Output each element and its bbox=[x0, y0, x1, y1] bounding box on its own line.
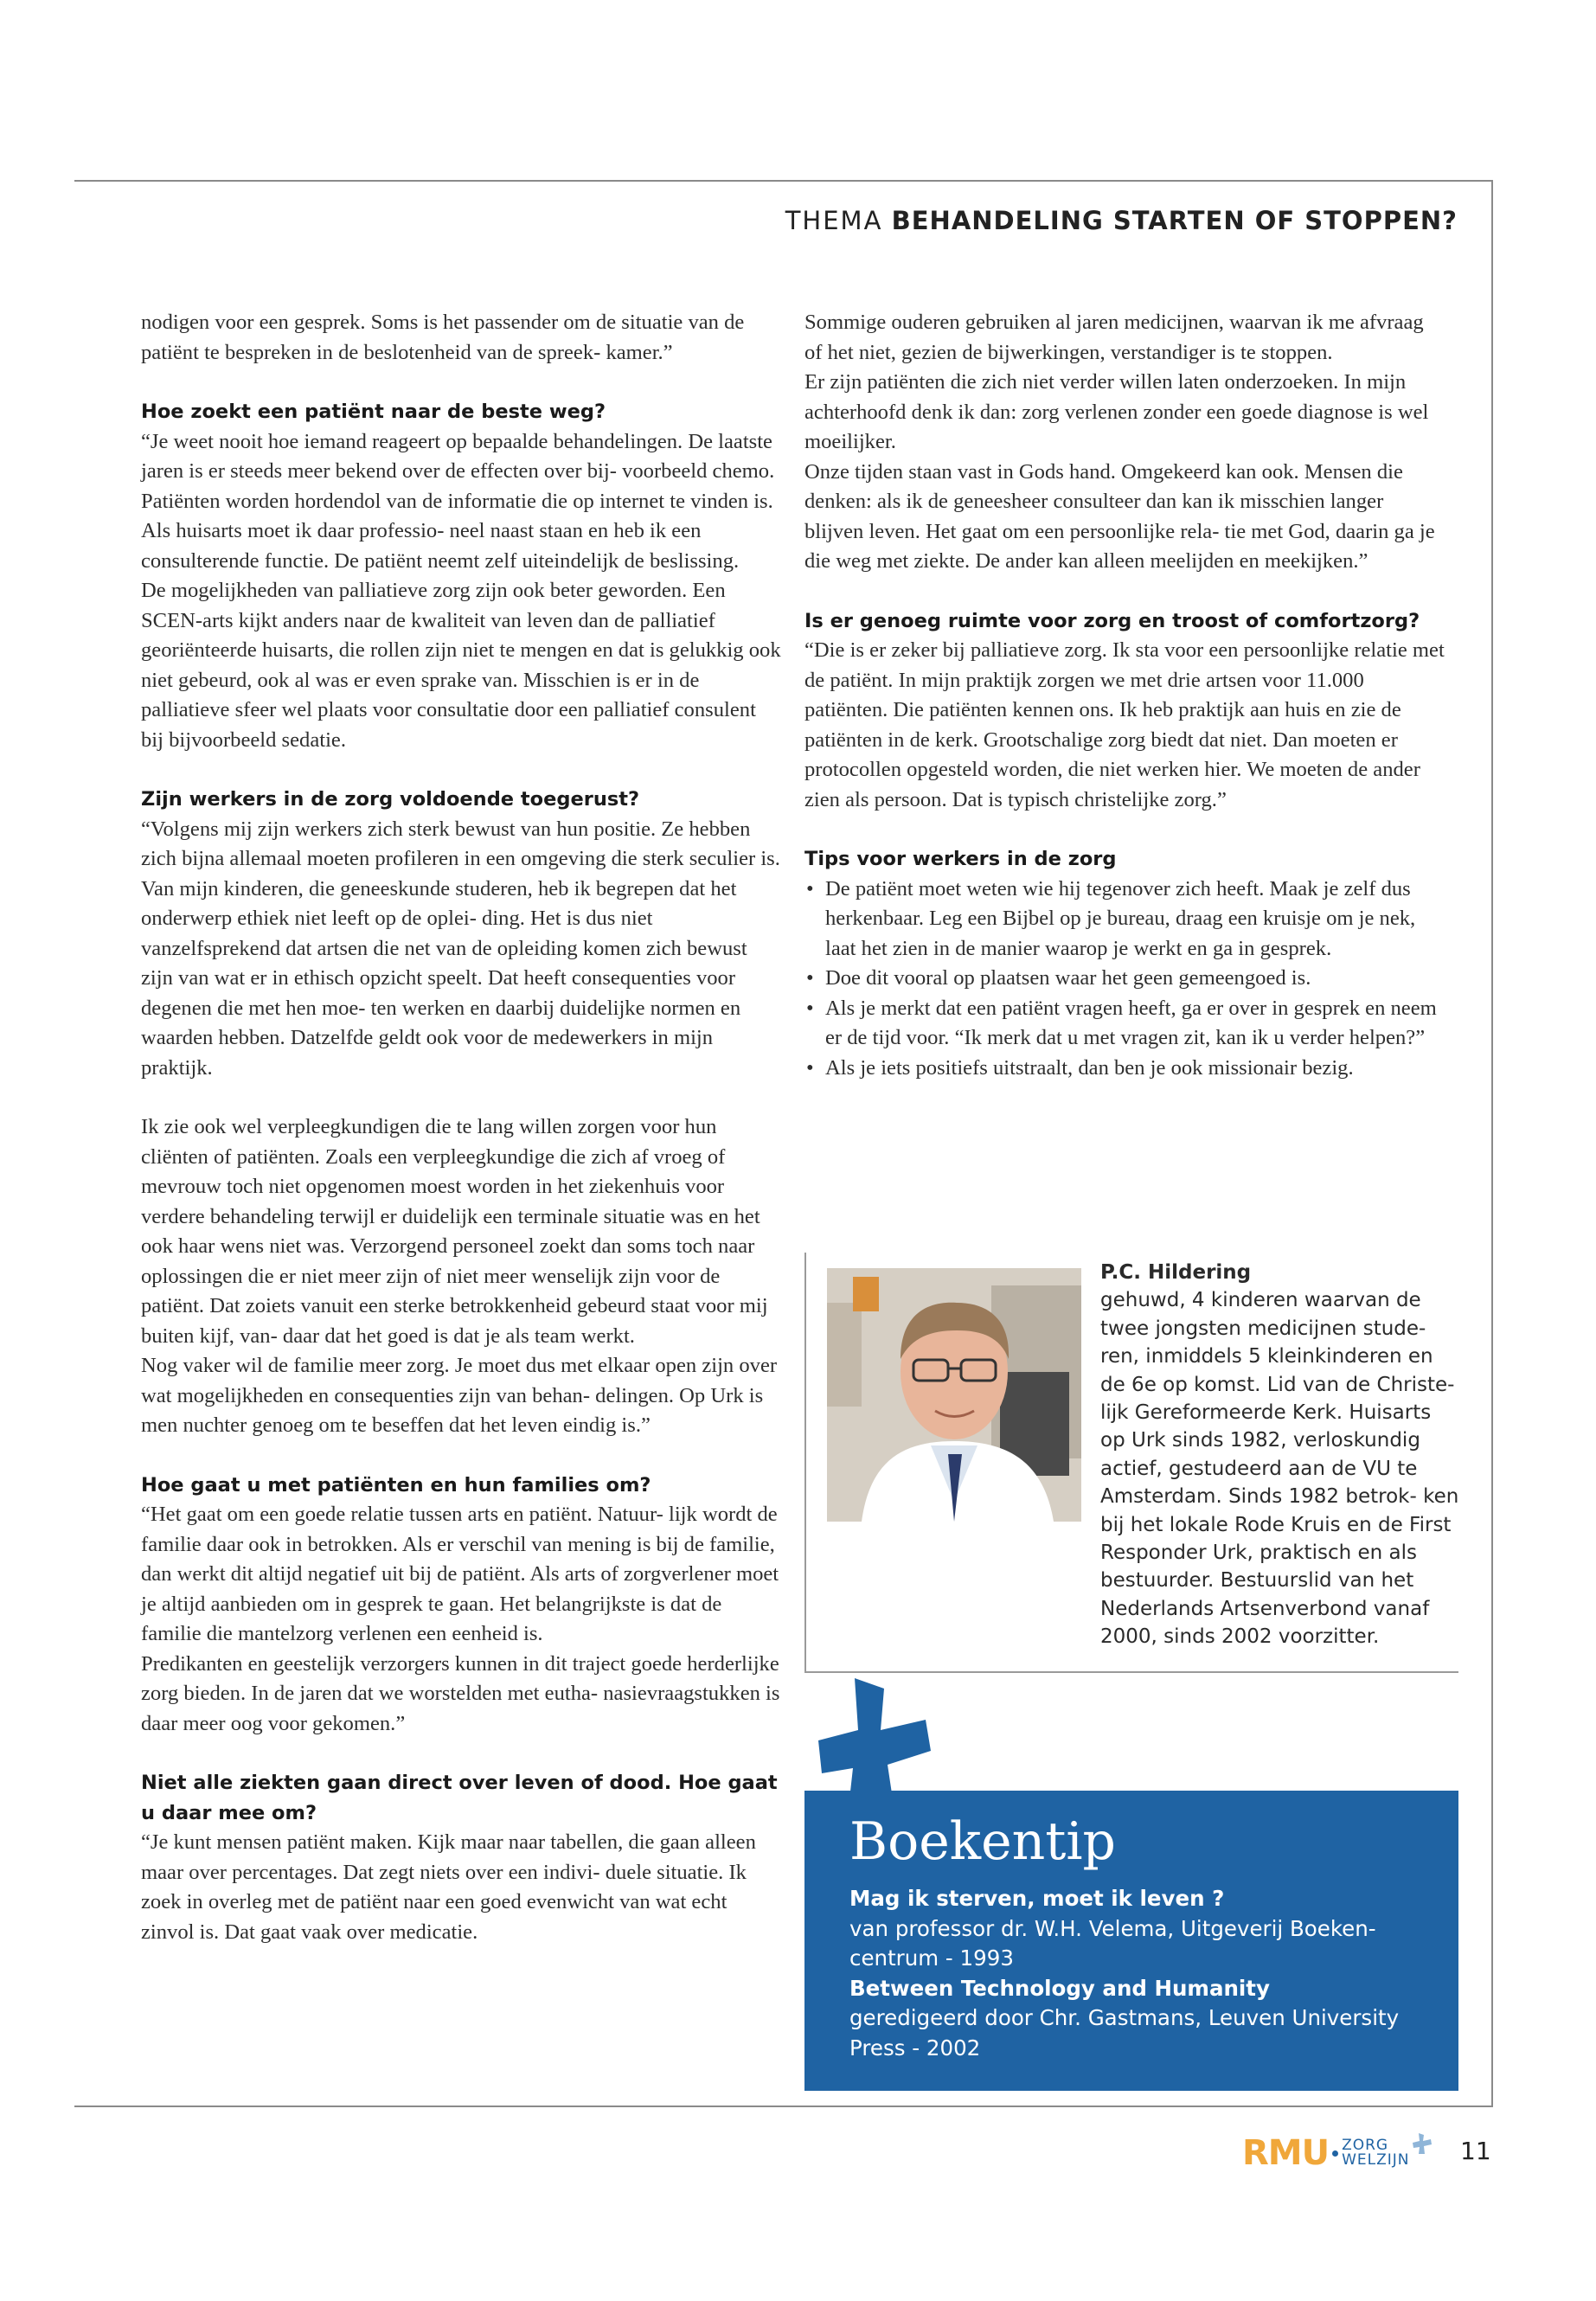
boekentip-title: Boekentip bbox=[849, 1811, 1116, 1872]
question-heading: Zijn werkers in de zorg voldoende toegerust? bbox=[141, 788, 640, 811]
profile-name: P.C. Hildering bbox=[1100, 1261, 1252, 1284]
logo-line: WELZIJN bbox=[1342, 2151, 1410, 2169]
book-title: Mag ik sterven, moet ik leven ? bbox=[849, 1886, 1225, 1911]
question-heading: Hoe gaat u met patiënten en hun families om? bbox=[141, 1473, 651, 1497]
paragraph: “Je kunt mensen patiënt maken. Kijk maar naar tabellen, die gaan alleen maar over percentages. Dat zegt niets over een indivi- duele situatie. Ik zoek in overleg met de patiënt naar een goed evenwicht van wat echt zinvol is. Dat gaat vaak over medicatie. bbox=[141, 1830, 756, 1944]
question-heading: Is er genoeg ruimte voor zorg en troost of comfortzorg? bbox=[804, 609, 1420, 632]
portrait-photo bbox=[827, 1268, 1081, 1522]
paragraph: Nog vaker wil de familie meer zorg. Je moet dus met elkaar open zijn over wat mogelijkheden en consequenties zijn van behan- delingen. Op Urk is men nuchter genoeg om te beseffen dat het leven eindig is.” bbox=[141, 1354, 778, 1437]
section-title: BEHANDELING STARTEN OF STOPPEN? bbox=[891, 206, 1458, 235]
question-heading: Niet alle ziekten gaan direct over leven of dood. Hoe gaat u daar mee om? bbox=[141, 1772, 778, 1824]
tip-item: • De patiënt moet weten wie hij tegenover zich heeft. Maak je zelf dus herkenbaar. Leg een Bijbel op je bureau, draag een kruisje om je nek, laat het zien in de manier waarop je werkt en ga in gesprek. bbox=[804, 875, 1445, 965]
page-number: 11 bbox=[1460, 2137, 1491, 2165]
paragraph: Er zijn patiënten die zich niet verder willen laten onderzoeken. In mijn achterhoofd denk ik dan: zorg verlenen zonder een goede diagnose is wel moeilijker. bbox=[804, 370, 1429, 453]
book-info: van professor dr. W.H. Velema, Uitgeverij Boeken- centrum - 1993 bbox=[849, 1915, 1376, 1971]
paragraph: Predikanten en geestelijk verzorgers kunnen in dit traject goede herderlijke zorg bieden. In de jaren dat we worstelden met eutha- nasievraagstukken is daar meer oog voor gekomen.” bbox=[141, 1651, 780, 1735]
tips-heading: Tips voor werkers in de zorg bbox=[804, 848, 1117, 870]
logo-line: ZORG bbox=[1342, 2137, 1389, 2154]
cross-decoration-icon bbox=[804, 1678, 977, 1799]
paragraph: Ik zie ook wel verpleegkundigen die te lang willen zorgen voor hun cliënten of patiënten. Zoals een verpleegkundige die zich af vroeg of mevrouw toch niet opgenomen moest worden in het ziekenhuis voor verdere behandeling terwijl er duidelijk een terminale situatie was en het ook haar wens niet was. Verzorgend personeel zoekt dan soms toch naar oplossingen die er niet meer zijn of niet meer wenselijk zijn voor de patiënt. Dat zoiets vanuit een sterke betrokkenheid gebeurd staat voor mij buiten kijf, van- daar dat het goed is dat je als team werkt. bbox=[141, 1115, 768, 1348]
tip-item: • Als je merkt dat een patiënt vragen heeft, ga er over in gesprek en neem er de tijd voor. “Ik merk dat u met vragen zit, kan ik u verder helpen?” bbox=[804, 994, 1445, 1054]
paragraph: De mogelijkheden van palliatieve zorg zijn ook beter geworden. Een SCEN-arts kijkt anders naar de kwaliteit van leven dan de palliatief georiënteerde huisarts, die rollen zijn niet te mengen en dat is gelukkig ook niet gebeurd, ook al was er even sprake van. Misschien is er in de palliatieve sfeer wel plaats voor consultatie door een palliatief consulent bij bijvoorbeeld sedatie. bbox=[141, 579, 781, 752]
logo-cross-icon bbox=[1412, 2133, 1434, 2154]
paragraph: Onze tijden staan vast in Gods hand. Omgekeerd kan ook. Mensen die denken: als ik de geneesheer consulteer dan kan ik misschien langer blijven leven. Het gaat om een persoonlijke rela- tie met God, daarin ga je die weg met ziekte. De ander kan alleen meelijden en meekijken.” bbox=[804, 459, 1435, 573]
tip-item: • Doe dit vooral op plaatsen waar het geen gemeengoed is. bbox=[804, 964, 1445, 994]
section-header bbox=[785, 206, 1458, 235]
tips-list bbox=[804, 875, 1445, 1084]
paragraph: Sommige ouderen gebruiken al jaren medicijnen, waarvan ik me afvraag of het niet, gezien de bijwerkingen, verstandiger is te stoppen. bbox=[804, 311, 1424, 364]
tip-item: • Als je iets positiefs uitstraalt, dan ben je ook missionair bezig. bbox=[804, 1054, 1445, 1084]
paragraph: “Je weet nooit hoe iemand reageert op bepaalde behandelingen. De laatste jaren is er steeds meer bekend over de effecten over bij- voorbeeld chemo. Patiënten worden hordendol van de informatie die op internet te vinden is. Als huisarts moet ik daar professio- neel naast staan en heb ik een consulterende functie. De patiënt neemt zelf uiteindelijk de beslissing. bbox=[141, 429, 775, 573]
thema-label: THEMA bbox=[785, 206, 883, 235]
question-heading: Hoe zoekt een patiënt naar de beste weg? bbox=[141, 401, 606, 423]
paragraph: “Volgens mij zijn werkers zich sterk bewust van hun positie. Ze hebben zich bijna allemaal moeten profileren in een omgeving die sterk seculier is. Van mijn kinderen, die geneeskunde studeren, heb ik begrepen dat het onderwerp ethiek niet leeft op de oplei- ding. Het is dus niet vanzelfsprekend dat artsen die net van de opleiding komen zich bewust zijn van wat er in ethisch opzicht speelt. Dat heeft consequenties voor degenen die met hen moe- ten werken en daarbij duidelijke normen en waarden hebben. Datzelfde geldt ook voor de medewerkers in mijn praktijk. bbox=[141, 817, 780, 1080]
logo-subtext bbox=[1342, 2138, 1409, 2168]
profile-bio bbox=[1100, 1259, 1462, 1651]
right-column bbox=[804, 308, 1445, 1083]
book-info: geredigeerd door Chr. Gastmans, Leuven University Press - 2002 bbox=[849, 2005, 1400, 2061]
paragraph: “Het gaat om een goede relatie tussen arts en patiënt. Natuur- lijk wordt de familie daar ook in betrokken. Als er verschil van mening is bij de familie, dan werkt dit altijd negatief uit bij de patiënt. Als arts of zorgverlener moet je altijd aanbieden om in gesprek te gaan. Het belangrijkste is dat de familie die mantelzorg verlenen een eenheid is. bbox=[141, 1503, 779, 1645]
rmu-logo bbox=[1242, 2133, 1434, 2182]
boekentip-body bbox=[849, 1884, 1438, 2063]
profile-text: gehuwd, 4 kinderen waarvan de twee jongsten medicijnen stude- ren, inmiddels 5 kleinkinderen en de 6e op komst. Lid van de Christe- lijk Gereformeerde Kerk. Huisarts op Urk sinds 1982, verloskundig actief, gestudeerd aan de VU te Amsterdam. Sinds 1982 betrok- ken bij het lokale Rode Kruis en de First Responder Urk, praktisch en als bestuurder. Bestuurslid van het Nederlands Artsenverbond vanaf 2000, sinds 2002 voorzitter. bbox=[1100, 1289, 1459, 1649]
book-title: Between Technology and Humanity bbox=[849, 1975, 1270, 2001]
left-column bbox=[141, 308, 783, 1947]
logo-wordmark: RMU bbox=[1242, 2133, 1330, 2173]
boekentip-box bbox=[804, 1791, 1458, 2091]
paragraph: nodigen voor een gesprek. Soms is het passender om de situatie van de patiënt te bespreken in de beslotenheid van de spreek- kamer.” bbox=[141, 311, 745, 364]
paragraph: “Die is er zeker bij palliatieve zorg. Ik sta voor een persoonlijke relatie met de patiënt. In mijn praktijk zorgen we met drie artsen voor 11.000 patiënten. Die patiënten kennen ons. Ik heb praktijk aan huis en zie de patiënten in de kerk. Grootschalige zorg biedt dat niet. Dan moeten er protocollen opgesteld worden, die niet werken hier. We moeten de ander zien als persoon. Dat is typisch christelijke zorg.” bbox=[804, 638, 1445, 811]
